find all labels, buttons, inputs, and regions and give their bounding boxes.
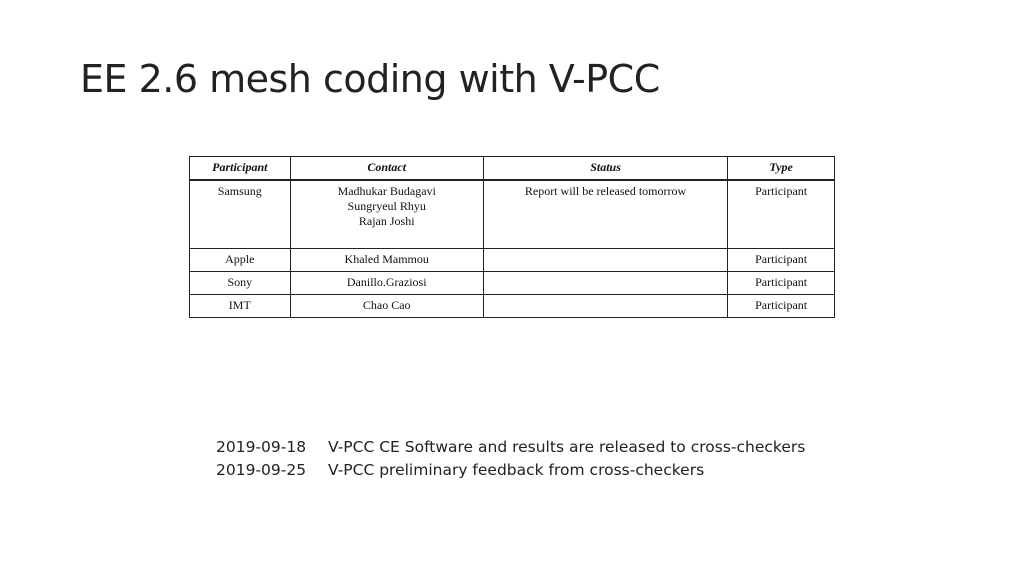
cell-participant: Samsung (190, 180, 291, 249)
timeline-entry (216, 459, 805, 482)
participant-table (189, 156, 835, 318)
cell-participant: Apple (190, 249, 291, 272)
timeline-entry (216, 436, 805, 459)
timeline (216, 436, 805, 482)
timeline-text: V-PCC CE Software and results are released to cross-checkers (328, 438, 806, 456)
cell-participant: IMT (190, 295, 291, 318)
cell-participant: Sony (190, 272, 291, 295)
timeline-text: V-PCC preliminary feedback from cross-checkers (328, 461, 705, 479)
header-participant: Participant (190, 157, 291, 181)
cell-contact (290, 272, 483, 295)
contact-name: Sungryeul Rhyu (347, 199, 426, 213)
cell-contact (290, 249, 483, 272)
timeline-date: 2019-09-18 (216, 438, 307, 456)
table-row (190, 249, 835, 272)
header-contact: Contact (290, 157, 483, 181)
header-type: Type (728, 157, 835, 181)
cell-status: Report will be released tomorrow (483, 180, 727, 249)
cell-contact (290, 295, 483, 318)
cell-status (483, 249, 727, 272)
contact-name: Khaled Mammou (344, 252, 429, 266)
table-row (190, 295, 835, 318)
contact-name: Danillo.Graziosi (346, 275, 427, 289)
table-row (190, 180, 835, 249)
table-row (190, 272, 835, 295)
cell-contact (290, 180, 483, 249)
timeline-date: 2019-09-25 (216, 461, 307, 479)
contact-name: Chao Cao (362, 298, 411, 312)
cell-status (483, 272, 727, 295)
slide-title: EE 2.6 mesh coding with V-PCC (80, 57, 660, 101)
cell-type: Participant (728, 272, 835, 295)
table-header-row (190, 157, 835, 181)
contact-name: Rajan Joshi (358, 214, 415, 228)
cell-status (483, 295, 727, 318)
contact-name: Madhukar Budagavi (337, 184, 436, 198)
cell-type: Participant (728, 249, 835, 272)
cell-type: Participant (728, 295, 835, 318)
header-status: Status (483, 157, 727, 181)
cell-type: Participant (728, 180, 835, 249)
